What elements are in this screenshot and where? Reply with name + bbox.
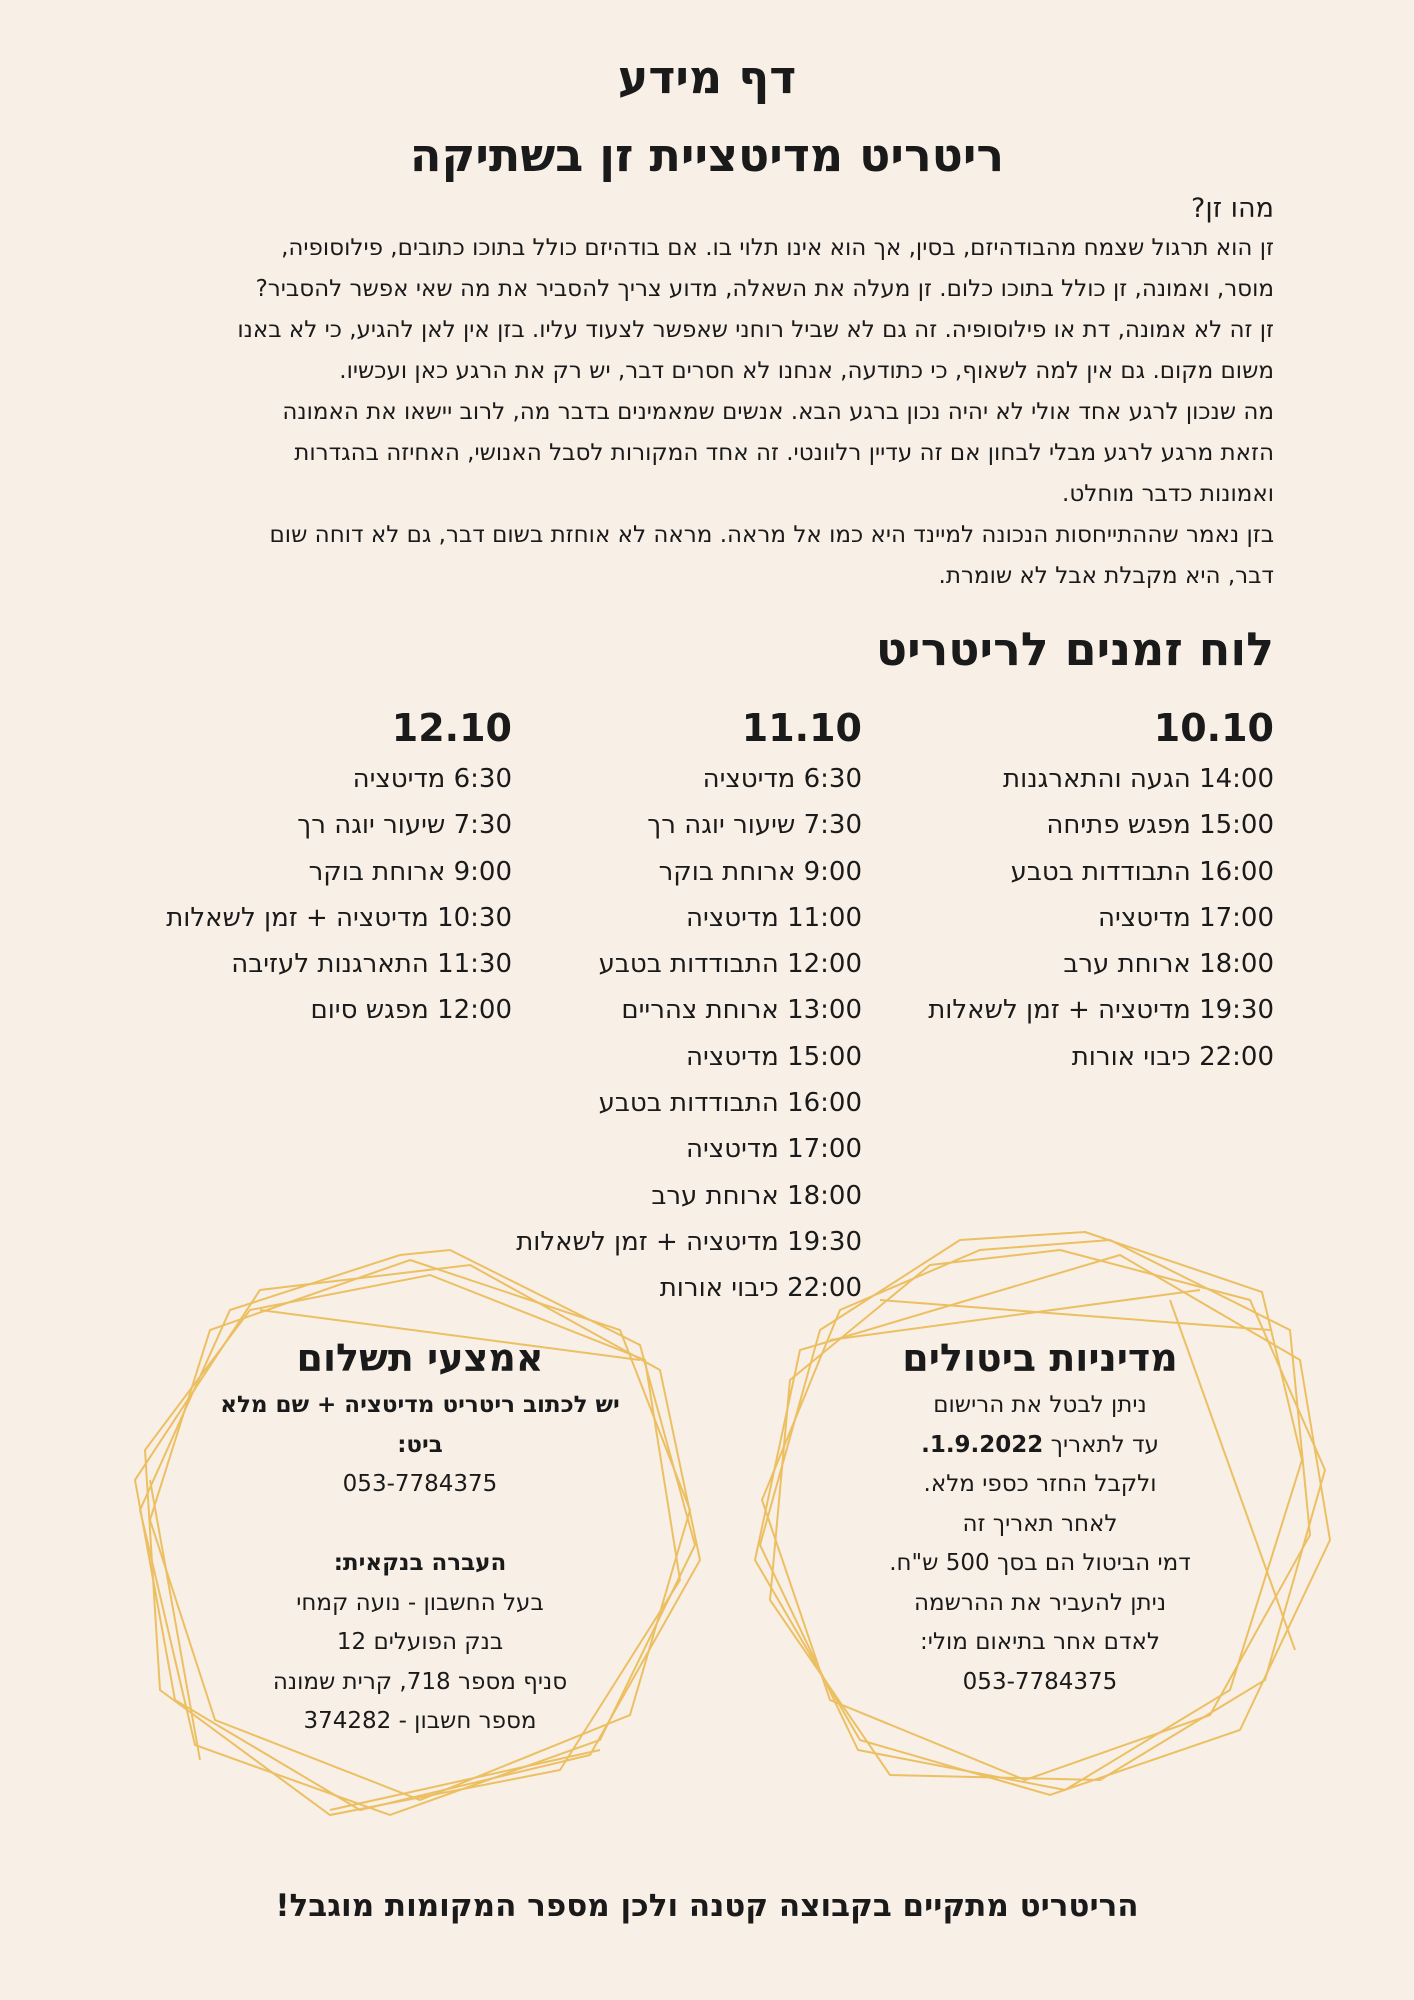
schedule-item: 15:00 מפגש פתיחה (1046, 810, 1274, 841)
bit-phone: 053-7784375 (342, 1471, 498, 1497)
cancellation-policy (870, 1330, 1210, 1702)
intro-line: בזן נאמר שההתייחסות הנכונה למיינד היא כמו אל מראה. מראה לא אוחזת בשום דבר, גם לא דוחה שום (269, 522, 1274, 548)
schedule-day-column (928, 700, 1274, 1080)
payment-title: אמצעי תשלום (296, 1336, 544, 1380)
schedule-item: 13:00 ארוחת צהריים (621, 995, 862, 1026)
payment-methods (200, 1330, 640, 1742)
cancellation-line: ולקבל החזר כספי מלא. (923, 1471, 1157, 1497)
cancellation-line: דמי הביטול הם בסך 500 ש"ח. (889, 1550, 1191, 1576)
intro-line: דבר, היא מקבלת אבל לא שומרת. (938, 563, 1274, 589)
bank-transfer-label: העברה בנקאית: (333, 1550, 507, 1576)
cancellation-line: לאחר תאריך זה (962, 1510, 1118, 1537)
schedule-day-column (516, 700, 862, 1312)
bank-line: סניף מספר 718, קרית שמונה (272, 1668, 568, 1695)
bit-note: יש לכתוב ריטריט מדיטציה + שם מלא (220, 1392, 620, 1418)
cancellation-phone: 053-7784375 (962, 1668, 1118, 1695)
intro-line: משום מקום. גם אין למה לשאוף, כי כתודעה, אנחנו לא חסרים דבר, יש רק את הרגע כאן ועכשיו. (339, 358, 1274, 384)
schedule-item: 16:00 התבודדות בטבע (1010, 856, 1274, 887)
schedule-item: 16:00 התבודדות בטבע (598, 1088, 862, 1119)
schedule-item: 7:30 שיעור יוגה רך (297, 810, 512, 841)
schedule-item: 10:30 מדיטציה + זמן לשאלות (166, 902, 512, 933)
schedule-item: 22:00 כיבוי אורות (659, 1273, 862, 1304)
intro-section (154, 190, 1274, 597)
schedule-item: 6:30 מדיטציה (702, 764, 862, 794)
schedule-item: 11:00 מדיטציה (686, 902, 862, 933)
schedule-item: 12:00 התבודדות בטבע (598, 949, 862, 980)
schedule-item: 9:00 ארוחת בוקר (308, 856, 512, 887)
bit-label: ביט: (397, 1431, 443, 1458)
cancellation-line: ניתן להעביר את ההרשמה (913, 1589, 1167, 1616)
cancellation-line: ניתן לבטל את הרישום (933, 1392, 1147, 1418)
schedule-day-column (166, 700, 512, 1034)
day-date: 12.10 (391, 706, 512, 750)
schedule-item: 18:00 ארוחת ערב (1063, 949, 1274, 980)
schedule-item: 14:00 הגעה והתארגנות (1003, 764, 1274, 794)
page-title: דף מידע (617, 50, 797, 104)
schedule-item: 12:00 מפגש סיום (310, 995, 512, 1026)
spacer (200, 1505, 640, 1545)
intro-line: מה שנכון לרגע אחד אולי לא יהיה נכון ברגע הבא. אנשים שמאמינים בדבר מה, לרוב יישאו את האמונה (282, 399, 1274, 425)
intro-line: ואמונות כדבר מוחלט. (1062, 481, 1274, 507)
schedule-item: 15:00 מדיטציה (686, 1041, 862, 1072)
bank-line: בעל החשבון - נועה קמחי (296, 1589, 544, 1616)
schedule-item: 19:30 מדיטציה + זמן לשאלות (928, 995, 1274, 1026)
cancellation-deadline (870, 1426, 1210, 1466)
intro-heading: מהו זן? (1191, 193, 1274, 224)
cancellation-line: עד לתאריך (1043, 1431, 1159, 1458)
schedule-item: 18:00 ארוחת ערב (651, 1180, 862, 1211)
bank-line: מספר חשבון - 374282 (303, 1708, 537, 1734)
intro-line: מוסר, ואמונה, זן כולל בתוכו כלום. זן מעלה את השאלה, מדוע צריך להסביר את מה שאי אפשר להסביר? (255, 276, 1274, 302)
intro-line: זן הוא תרגול שצמח מהבודהיזם, בסין, אך הוא אינו תלוי בו. אם בודהיזם כולל בתוכו כתובים, פילוסופיה, (281, 235, 1274, 261)
page-subtitle: ריטריט מדיטציית זן בשתיקה (409, 128, 1005, 182)
schedule-item: 17:00 מדיטציה (686, 1134, 862, 1165)
schedule-item: 22:00 כיבוי אורות (1071, 1041, 1274, 1072)
schedule-title: לוח זמנים לריטריט (875, 622, 1274, 676)
bank-line: בנק הפועלים 12 (336, 1629, 504, 1655)
footer-note: הריטריט מתקיים בקבוצה קטנה ולכן מספר המקומות מוגבל! (275, 1888, 1139, 1924)
intro-line: הזאת מרגע לרגע מבלי לבחון אם זה עדיין רלוונטי. זה אחד המקורות לסבל האנושי, האחיזה בהגדרות (294, 440, 1274, 466)
schedule-item: 7:30 שיעור יוגה רך (647, 810, 862, 841)
schedule-item: 17:00 מדיטציה (1098, 902, 1274, 933)
cancellation-title: מדיניות ביטולים (902, 1336, 1178, 1380)
intro-line: זן זה לא אמונה, דת או פילוסופיה. זה גם לא שביל רוחני שאפשר לצעוד עליו. בזן אין לאן להגיע, כי לא באנו (237, 317, 1274, 343)
cancellation-date: 1.9.2022. (921, 1431, 1044, 1458)
day-date: 10.10 (1153, 706, 1274, 750)
schedule-item: 19:30 מדיטציה + זמן לשאלות (516, 1226, 862, 1257)
cancellation-line: לאדם אחר בתיאום מולי: (920, 1629, 1160, 1655)
schedule-item: 6:30 מדיטציה (352, 764, 512, 794)
schedule-item: 9:00 ארוחת בוקר (658, 856, 862, 887)
day-date: 11.10 (741, 706, 862, 750)
schedule-item: 11:30 התארגנות לעזיבה (231, 949, 512, 980)
